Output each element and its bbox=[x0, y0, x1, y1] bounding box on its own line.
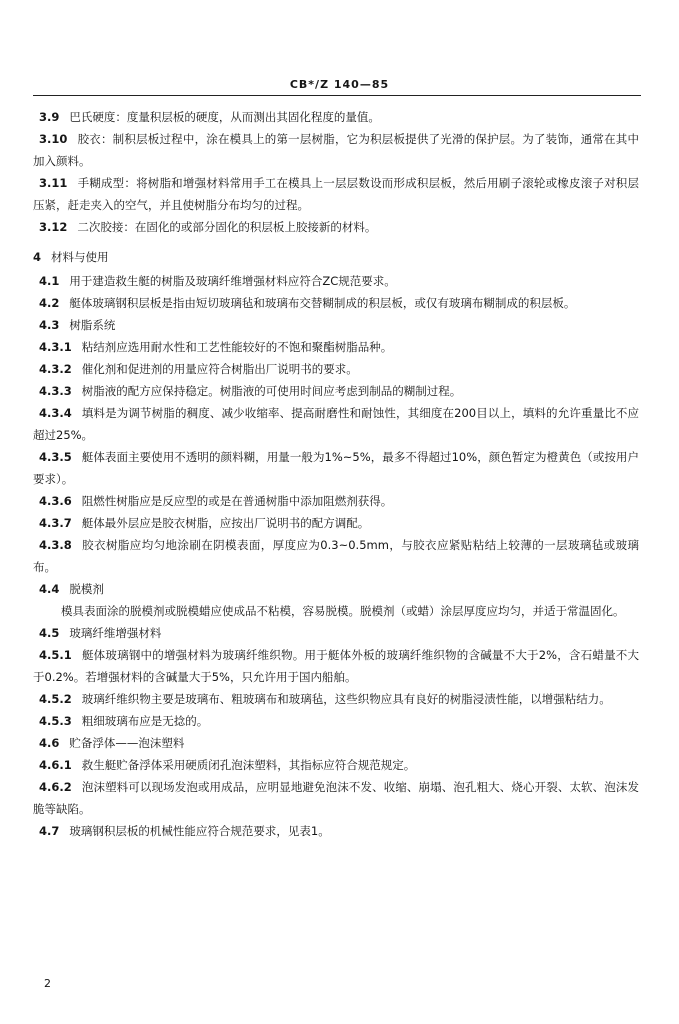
clause-text: 树脂液的配方应保持稳定。树脂液的可使用时间应考虑到制品的糊制过程。 bbox=[81, 384, 462, 398]
clause-number: 4.3.1 bbox=[39, 340, 72, 354]
clause-number: 4.3.5 bbox=[39, 450, 72, 464]
clause-text: 阻燃性树脂应是反应型的或是在普通树脂中添加阻燃剂获得。 bbox=[81, 494, 393, 508]
clause-paragraph bbox=[33, 710, 639, 732]
clause-paragraph bbox=[33, 216, 639, 238]
clause-number: 4.3.3 bbox=[39, 384, 72, 398]
clause-number: 4.7 bbox=[39, 824, 60, 838]
clause-paragraph bbox=[33, 380, 639, 402]
clause-text: 催化剂和促进剂的用量应符合树脂出厂说明书的要求。 bbox=[81, 362, 358, 376]
clause-number: 4.3 bbox=[39, 318, 60, 332]
clause-paragraph bbox=[33, 644, 639, 688]
clause-number: 4.6.2 bbox=[39, 780, 72, 794]
clause-paragraph bbox=[33, 754, 639, 776]
clause-number: 4.5.2 bbox=[39, 692, 72, 706]
clause-paragraph bbox=[33, 820, 639, 842]
clause-number: 3.10 bbox=[39, 132, 68, 146]
clause-number: 4.3.6 bbox=[39, 494, 72, 508]
clause-text: 泡沫塑料可以现场发泡或用成品，应明显地避免泡沫不发、收缩、崩塌、泡孔粗大、烧心开裂、太软、泡沫发脆等缺陷。 bbox=[33, 780, 639, 816]
clause-number: 3.9 bbox=[39, 110, 60, 124]
clause-paragraph bbox=[33, 270, 639, 292]
clause-paragraph bbox=[33, 172, 639, 216]
clause-number: 4.1 bbox=[39, 274, 60, 288]
clause-paragraph bbox=[33, 688, 639, 710]
clause-number: 4.2 bbox=[39, 296, 60, 310]
clause-paragraph bbox=[33, 128, 639, 172]
clause-paragraph bbox=[33, 446, 639, 490]
clause-number: 4.3.8 bbox=[39, 538, 72, 552]
page-number: 2 bbox=[44, 977, 51, 990]
clause-number: 4.3.7 bbox=[39, 516, 72, 530]
clause-text: 胶衣树脂应均匀地涂刷在阴模表面，厚度应为0.3~0.5mm，与胶衣应紧贴粘结上较薄的一层玻璃毡或玻璃布。 bbox=[33, 538, 639, 574]
clause-paragraph bbox=[33, 490, 639, 512]
clause-number: 4.4 bbox=[39, 582, 60, 596]
clause-text: 填料是为调节树脂的稠度、减少收缩率、提高耐磨性和耐蚀性，其细度在200目以上，填料的允许重量比不应超过25%。 bbox=[33, 406, 639, 442]
clause-number: 4.5.1 bbox=[39, 648, 72, 662]
clause-number: 4.3.2 bbox=[39, 362, 72, 376]
clause-text: 贮备浮体——泡沫塑料 bbox=[69, 736, 185, 750]
clause-text: 玻璃纤维增强材料 bbox=[69, 626, 162, 640]
clause-text: 艇体表面主要使用不透明的颜料糊，用量一般为1%~5%，最多不得超过10%，颜色暂定为橙黄色（或按用户要求）。 bbox=[33, 450, 639, 486]
clause-text: 用于建造救生艇的树脂及玻璃纤维增强材料应符合ZC规范要求。 bbox=[69, 274, 396, 288]
clause-paragraph bbox=[33, 600, 639, 622]
clause-text: 艇体玻璃钢中的增强材料为玻璃纤维织物。用于艇体外板的玻璃纤维织物的含碱量不大于2%，含石蜡量不大于0.2%。若增强材料的含碱量大于5%，只允许用于国内船舶。 bbox=[33, 648, 639, 684]
clause-paragraph bbox=[33, 622, 639, 644]
clause-text: 粗细玻璃布应是无捻的。 bbox=[81, 714, 209, 728]
clause-paragraph bbox=[33, 314, 639, 336]
section-heading bbox=[33, 246, 639, 268]
clause-paragraph bbox=[33, 336, 639, 358]
clause-text: 二次胶接：在固化的或部分固化的积层板上胶接新的材料。 bbox=[77, 220, 377, 234]
clause-number: 4 bbox=[33, 250, 42, 264]
clause-number: 4.5.3 bbox=[39, 714, 72, 728]
clause-text: 玻璃纤维织物主要是玻璃布、粗玻璃布和玻璃毡，这些织物应具有良好的树脂浸渍性能，以增强粘结力。 bbox=[81, 692, 611, 706]
clause-paragraph bbox=[33, 776, 639, 820]
clause-text: 救生艇贮备浮体采用硬质闭孔泡沫塑料，其指标应符合规范规定。 bbox=[81, 758, 416, 772]
clause-text: 材料与使用 bbox=[51, 250, 109, 264]
clause-number: 4.6.1 bbox=[39, 758, 72, 772]
clause-paragraph bbox=[33, 578, 639, 600]
clause-text: 树脂系统 bbox=[69, 318, 116, 332]
clause-paragraph bbox=[33, 106, 639, 128]
clause-number: 4.6 bbox=[39, 736, 60, 750]
clause-paragraph bbox=[33, 292, 639, 314]
clause-number: 3.11 bbox=[39, 176, 68, 190]
clause-text: 艇体玻璃钢积层板是指由短切玻璃毡和玻璃布交替糊制成的积层板，或仅有玻璃布糊制成的积层板。 bbox=[69, 296, 576, 310]
clause-text: 手糊成型：将树脂和增强材料常用手工在模具上一层层数设而形成积层板，然后用刷子滚轮或橡皮滚子对积层压紧，赶走夹入的空气，并且使树脂分布均匀的过程。 bbox=[33, 176, 639, 212]
clause-text: 艇体最外层应是胶衣树脂，应按出厂说明书的配方调配。 bbox=[81, 516, 370, 530]
clause-text: 脱模剂 bbox=[69, 582, 104, 596]
clause-number: 3.12 bbox=[39, 220, 68, 234]
clause-number: 4.5 bbox=[39, 626, 60, 640]
header-rule bbox=[33, 95, 641, 96]
page-header: CB*/Z 140—85 bbox=[289, 78, 390, 91]
clause-text: 玻璃钢积层板的机械性能应符合规范要求，见表1。 bbox=[69, 824, 330, 838]
clause-number: 4.3.4 bbox=[39, 406, 72, 420]
clause-paragraph bbox=[33, 512, 639, 534]
document-body bbox=[33, 106, 639, 842]
clause-paragraph bbox=[33, 402, 639, 446]
clause-paragraph bbox=[33, 534, 639, 578]
clause-text: 巴氏硬度：度量积层板的硬度，从而测出其固化程度的量值。 bbox=[69, 110, 380, 124]
clause-text: 胶衣：制积层板过程中，涂在模具上的第一层树脂，它为积层板提供了光滑的保护层。为了装饰，通常在其中加入颜料。 bbox=[33, 132, 639, 168]
clause-paragraph bbox=[33, 732, 639, 754]
clause-text: 模具表面涂的脱模剂或脱模蜡应使成品不粘模，容易脱模。脱模剂（或蜡）涂层厚度应均匀，并适于常温固化。 bbox=[61, 604, 625, 618]
clause-text: 粘结剂应选用耐水性和工艺性能较好的不饱和聚酯树脂品种。 bbox=[81, 340, 393, 354]
clause-paragraph bbox=[33, 358, 639, 380]
